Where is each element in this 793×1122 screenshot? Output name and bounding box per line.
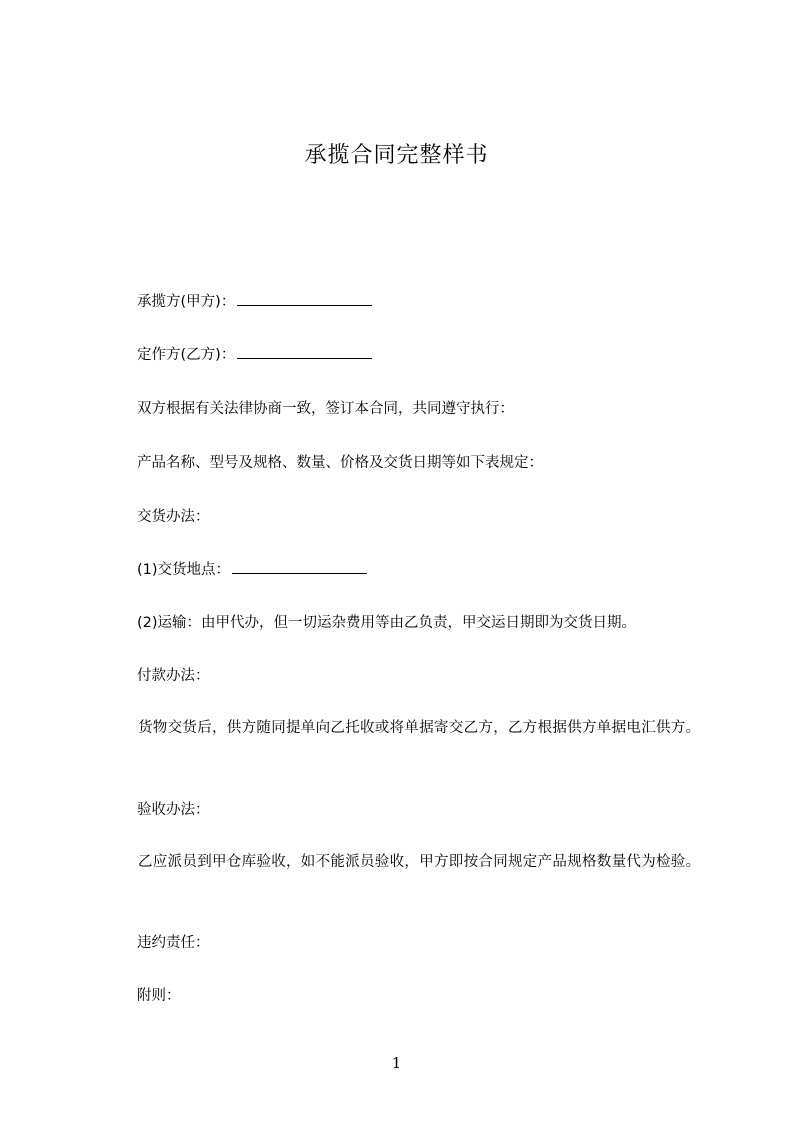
party-a-line (137, 291, 372, 313)
liability-heading: 违约责任： (137, 935, 210, 951)
transport-text: (2)运输：由甲代办，但一切运杂费用等由乙负责，甲交运日期即为交货日期。 (137, 615, 637, 631)
inspection-paragraph: 乙应派员到甲仓库验收，如不能派员验收，甲方即按合同规定产品规格数量代为检验。 (138, 854, 701, 870)
supplementary-heading: 附则： (137, 988, 181, 1004)
party-b-line (137, 344, 372, 366)
delivery-place-blank (232, 560, 367, 574)
intro-text: 双方根据有关法律协商一致，签订本合同，共同遵守执行： (137, 401, 514, 417)
delivery-place-label: (1)交货地点： (137, 562, 231, 578)
payment-paragraph: 货物交货后，供方随同提单向乙托收或将单据寄交乙方，乙方根据供方单据电汇供方。 (138, 720, 701, 736)
party-a-blank (237, 292, 372, 306)
party-a-label: 承揽方(甲方)： (137, 294, 236, 310)
products-text: 产品名称、型号及规格、数量、价格及交货日期等如下表规定： (137, 455, 543, 471)
page-number: 1 (391, 1054, 402, 1072)
inspection-heading: 验收办法： (137, 802, 210, 818)
party-b-blank (237, 345, 372, 359)
document-title: 承揽合同完整样书 (304, 143, 489, 168)
delivery-heading: 交货办法： (137, 509, 210, 525)
payment-heading: 付款办法： (137, 668, 210, 684)
delivery-place-line (137, 559, 367, 581)
party-b-label: 定作方(乙方)： (137, 347, 236, 363)
